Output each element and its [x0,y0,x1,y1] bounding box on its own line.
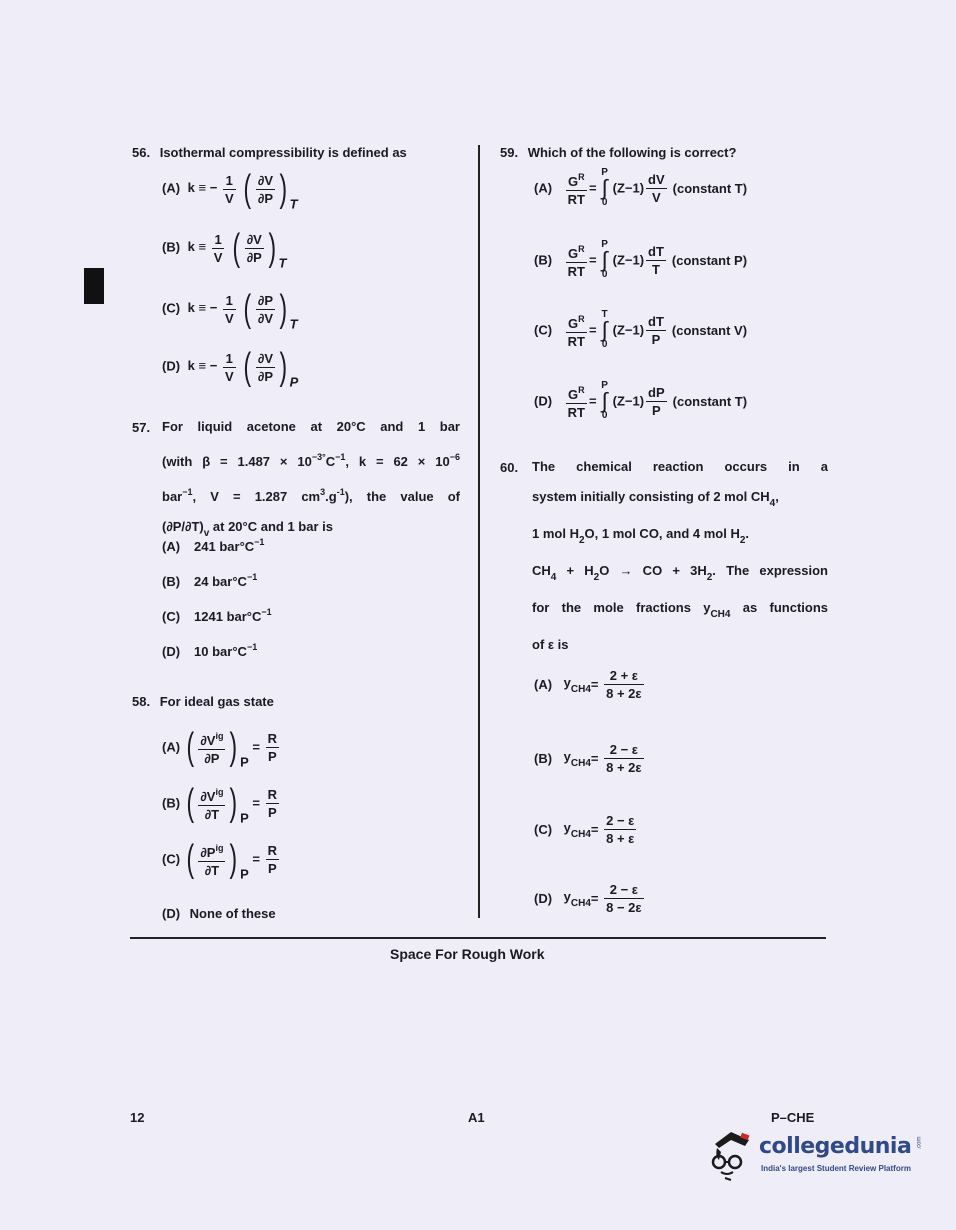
fraction [604,742,643,775]
left-paren: ( [186,726,194,768]
numerator: 2 − ε [604,742,643,759]
question-60-text [532,452,828,660]
partial-derivative [256,293,275,326]
q56-option-d [162,348,298,389]
text-run: dV [648,171,665,187]
text-run: G [568,245,579,261]
subscript: CH4 [570,757,591,769]
rhs-den: P [267,748,277,764]
option-label: (A) [534,180,553,196]
deriv-den: ∂P [257,190,273,206]
subscript: CH4 [570,683,591,695]
coefficient [223,173,236,206]
question-57-number [132,420,150,436]
subscript: 2 [739,535,746,546]
condition: (constant P) [671,252,748,268]
q60-line-4 [532,556,828,593]
superscript: R [578,243,585,254]
question-text: Which of the following is correct? [527,145,737,160]
denominator: 8 + 2ε [606,686,642,701]
option-label: (D) [162,358,181,374]
text-run: bar [162,489,183,504]
text-run: for the mole fractions y [532,600,711,615]
gr-over-rt [566,170,587,207]
rhs-den: P [267,804,277,820]
coef-den: V [213,249,223,265]
left-paren: ( [243,288,252,330]
collegedunia-logo [705,1126,925,1186]
superscript: ig [215,730,224,741]
option-label: (A) [162,739,181,755]
text-run: y [563,748,571,764]
rhs-fraction [266,731,279,764]
rhs-num: R [267,842,277,858]
coefficient [212,232,225,265]
q57-option-c [162,604,272,625]
superscript: −1 [246,642,258,652]
mole-fraction-symbol [563,748,591,769]
integral-sign: T ∫ 0 [597,310,613,350]
partial-derivative [198,729,225,766]
condition: (constant T) [672,180,748,196]
text-run: G [568,315,579,331]
superscript: −1 [261,607,272,617]
q60-line-6 [532,630,828,660]
fraction [604,668,643,701]
text-run: ∂P [200,844,216,860]
text-run: O, 1 mol CO, and 4 mol H [584,526,740,541]
option-label: (D) [534,891,553,906]
subscript: 4 [769,498,776,509]
column-divider [478,145,480,918]
left-paren: ( [243,168,252,210]
lower-limit: 0 [601,269,608,280]
formula-lhs: k ≡ − [187,358,218,374]
text-run: RT [567,404,586,420]
right-paren: ) [229,782,238,824]
question-number: 57. [132,420,151,435]
q60-option-d: (D) $y_{CH4}=$ $\frac{2 - \varepsilon}{8 - 2\varepsilon}$ [534,882,642,915]
mole-fraction-symbol [563,888,591,909]
subscript: P [240,810,249,826]
right-paren: ) [268,227,276,269]
brand-tagline: India's largest Student Review Platform [761,1164,911,1173]
subscript: 2 [706,572,713,583]
q56-option-a [162,170,298,211]
upper-limit: T [601,309,608,320]
formula-lhs: k ≡ − [187,180,218,196]
superscript: ig [215,786,224,797]
numerator: 2 − ε [604,882,643,899]
text-run: . The expression [712,563,828,578]
coef-den: V [224,310,234,326]
q60-line-1 [532,452,828,482]
question-number: 58. [132,694,151,709]
differential [646,314,666,347]
mole-fraction-symbol [563,819,591,840]
text-run: V [652,189,661,205]
q58-option-d [162,906,276,922]
formula-lhs: k ≡ − [187,300,218,316]
subscript: T [289,196,298,212]
rhs-fraction [266,843,279,876]
partial-derivative [256,351,275,384]
coefficient [223,293,236,326]
text-run: y [563,674,571,690]
coef-num: 1 [223,293,236,310]
subscript: P [240,754,249,770]
q56-option-c [162,290,298,331]
text-run: For liquid acetone at 20°C and 1 bar [162,419,460,434]
deriv-den: ∂T [204,862,220,878]
coef-den: V [224,190,234,206]
deriv-num [198,841,225,862]
deriv-num: ∂V [257,350,273,366]
deriv-num: ∂V [246,231,262,247]
rhs-den: P [267,860,277,876]
text-run: P [651,331,661,347]
q56-option-b [162,229,286,270]
subscript: T [278,255,287,271]
option-text: 241 bar°C [194,539,255,554]
option-text: 1241 bar°C [194,609,262,624]
z-term: (Z−1) [612,180,645,196]
text-run: dP [648,384,665,400]
question-text: Isothermal compressibility is defined as [159,145,407,160]
question-number: 60. [500,460,519,475]
rough-work-label: Space For Rough Work [390,946,545,962]
q59-option-d: (D) $\frac{G^R}{RT}$ = P ∫ 0 (Z−1) $\frac{dP}{P}$ (constant T) [534,380,748,421]
superscript: R [578,313,585,324]
left-paren: ( [232,227,241,269]
subscript: CH4 [570,828,591,840]
option-label: (C) [534,822,553,837]
option-text: 24 bar°C [194,574,247,589]
question-58 [132,694,274,710]
lower-limit: 0 [601,197,608,208]
q60-line-3 [532,519,828,556]
text-run: at 20°C and 1 bar is [209,519,333,534]
partial-derivative [245,232,264,265]
text-run: system initially consisting of 2 mol CH [532,489,770,504]
superscript: −1 [182,487,193,497]
coef-num: 1 [212,232,225,249]
deriv-num [198,785,225,806]
upper-limit: P [601,239,608,250]
fraction [604,813,636,846]
text-run: RT [567,191,586,207]
option-label: (B) [534,252,553,268]
text-run: . [745,526,750,541]
text-run: (with β = 1.487 × 10 [162,454,312,469]
q58-option-a: (A) ( $\frac{\partial V^{ig}}{\partial P}$ ) P = $\frac{R}{P}$ [162,726,277,770]
option-label: (B) [534,751,553,766]
subscript: P [240,866,249,882]
left-paren: ( [243,346,252,388]
option-text: 10 bar°C [194,644,247,659]
deriv-den: ∂V [257,310,273,326]
superscript: −6 [449,452,460,462]
numerator: 2 − ε [606,813,635,828]
text-run: RT [567,263,586,279]
denominator: 8 + 2ε [606,760,642,775]
superscript: ig [215,842,224,853]
q60-option-a: (A) $y_{CH4}=$ $\frac{2 + \varepsilon}{8 + 2\varepsilon}$ [534,668,642,701]
mole-fraction-symbol [563,674,591,695]
q57-line-3 [162,477,460,512]
q60-line-5 [532,593,828,630]
gr-over-rt [566,383,587,420]
denominator: 8 − 2ε [606,900,642,915]
text-run: as functions [730,600,828,615]
rhs-num: R [267,730,277,746]
text-run: of ε is [532,637,569,652]
brand-name: collegedunia [759,1134,912,1159]
option-label: (B) [162,795,181,811]
q57-line-2 [162,442,460,477]
differential [646,385,667,418]
numerator: 2 + ε [604,668,643,685]
question-60-number [500,460,518,476]
partial-derivative [198,841,225,878]
question-number: 56. [132,145,151,160]
booklet-code: A1 [468,1110,485,1125]
brand-suffix: .com [916,1136,923,1150]
option-label: (C) [162,609,181,624]
deriv-num: ∂P [257,292,273,308]
q57-line-1 [162,412,460,442]
subscript: CH4 [570,897,591,909]
deriv-den: ∂P [246,249,262,265]
gr-over-rt [566,242,587,279]
lower-limit: 0 [601,410,608,421]
subscript: CH4 [710,609,731,620]
option-label: (A) [162,539,181,554]
right-paren: ) [279,288,288,330]
gr-over-rt [566,312,587,349]
question-text: For ideal gas state [159,694,274,709]
registration-mark [84,268,104,304]
option-label: (A) [534,677,553,692]
option-label: (D) [162,906,181,921]
superscript: -1 [336,487,345,497]
condition: (constant T) [672,393,748,409]
subscript: 2 [578,535,585,546]
deriv-num: ∂V [257,172,273,188]
right-paren: ) [229,838,238,880]
text-run: (∂P/∂T) [162,519,204,534]
right-paren: ) [279,346,288,388]
q59-option-a: (A) $\frac{G^R}{RT}$ = P ∫ 0 (Z−1) $\frac{dV}{V}$ (constant T) [534,167,748,208]
question-number: 59. [500,145,519,160]
q57-option-d [162,639,257,660]
text-run: P [652,402,661,418]
partial-derivative [256,173,275,206]
coef-den: V [224,368,234,384]
text-run: T [652,261,660,277]
deriv-den: ∂P [204,750,220,766]
differential [646,244,666,277]
deriv-num [198,729,225,750]
upper-limit: P [601,167,608,178]
fraction [604,882,643,915]
text-run: 1 mol H [532,526,579,541]
condition: (constant V) [671,322,748,338]
subscript: v [203,528,210,539]
deriv-den: ∂T [204,806,220,822]
text-run: .g [325,489,337,504]
superscript: 3 [320,487,326,497]
z-term: (Z−1) [612,322,645,338]
paper-code: P–CHE [771,1110,815,1125]
text-run: , V = 1.287 cm [192,489,321,504]
question-59 [500,145,736,161]
text-run: ∂V [200,732,216,748]
coefficient [223,351,236,384]
superscript: −1 [254,537,265,547]
subscript: 2 [593,572,600,583]
option-text: None of these [189,906,276,921]
integral-sign: P ∫ 0 [597,168,613,208]
text-run: G [568,173,579,189]
left-paren: ( [186,782,194,824]
option-label: (B) [162,239,181,255]
page-number: 12 [130,1110,145,1125]
option-label: (B) [162,574,181,589]
superscript: −1 [246,572,258,582]
subscript: P [289,374,299,390]
denominator: 8 + ε [606,831,635,846]
z-term: (Z−1) [612,252,645,268]
lower-limit: 0 [601,339,608,350]
text-run: ), the value of [344,489,460,504]
formula-lhs: k ≡ [187,239,207,255]
option-label: (D) [162,644,181,659]
right-paren: ) [229,726,238,768]
option-label: (C) [162,300,181,316]
text-run: The chemical reaction occurs in a [532,459,828,474]
superscript: R [578,171,585,182]
differential [646,172,667,205]
text-run: CH [532,563,551,578]
integral-sign: P ∫ 0 [597,240,613,280]
option-label: (D) [534,393,553,409]
text-run: ∂V [200,788,216,804]
question-56 [132,145,407,161]
text-run: C [325,454,336,469]
text-run: O → CO + 3H [599,563,707,578]
rhs-fraction [266,787,279,820]
rhs-num: R [267,786,277,802]
left-paren: ( [186,838,194,880]
coef-num: 1 [223,173,236,190]
q57-option-a [162,534,264,555]
integral-sign: P ∫ 0 [597,381,613,421]
text-run: dT [648,243,664,259]
q59-option-c: (C) $\frac{G^R}{RT}$ = T ∫ 0 (Z−1) $\frac{dT}{P}$ (constant V) [534,309,748,350]
subscript: T [289,316,298,332]
option-label: (A) [162,180,181,196]
mascot-icon [705,1126,755,1182]
partial-derivative [198,785,225,822]
text-run: , [775,489,779,504]
text-run: y [563,819,571,835]
option-label: (C) [162,851,181,867]
deriv-den: ∂P [257,368,273,384]
question-57-text [162,412,460,549]
text-run: G [568,386,579,402]
superscript: R [578,384,585,395]
bottom-rule [130,937,826,939]
superscript: −1 [335,452,346,462]
q60-option-c: (C) $y_{CH4}=$ $\frac{2 - \varepsilon}{8 + \varepsilon}$ [534,813,635,846]
text-run: dT [648,313,664,329]
text-run: y [563,888,571,904]
upper-limit: P [601,380,608,391]
q58-option-b: (B) ( $\frac{\partial V^{ig}}{\partial T}$ ) P = $\frac{R}{P}$ [162,782,277,826]
q57-option-b [162,569,257,590]
text-run: , k = 62 × 10 [345,454,450,469]
option-label: (C) [534,322,553,338]
superscript: −3° [311,452,326,462]
z-term: (Z−1) [612,393,645,409]
text-run: RT [567,333,586,349]
q60-option-b: (B) $y_{CH4}=$ $\frac{2 - \varepsilon}{8 + 2\varepsilon}$ [534,742,642,775]
q59-option-b: (B) $\frac{G^R}{RT}$ = P ∫ 0 (Z−1) $\frac{dT}{T}$ (constant P) [534,239,748,280]
q60-line-2 [532,482,828,519]
coef-num: 1 [223,351,236,368]
text-run: + H [556,563,594,578]
right-paren: ) [279,168,288,210]
subscript: 4 [550,572,557,583]
q58-option-c: (C) ( $\frac{\partial P^{ig}}{\partial T}$ ) P = $\frac{R}{P}$ [162,838,277,882]
